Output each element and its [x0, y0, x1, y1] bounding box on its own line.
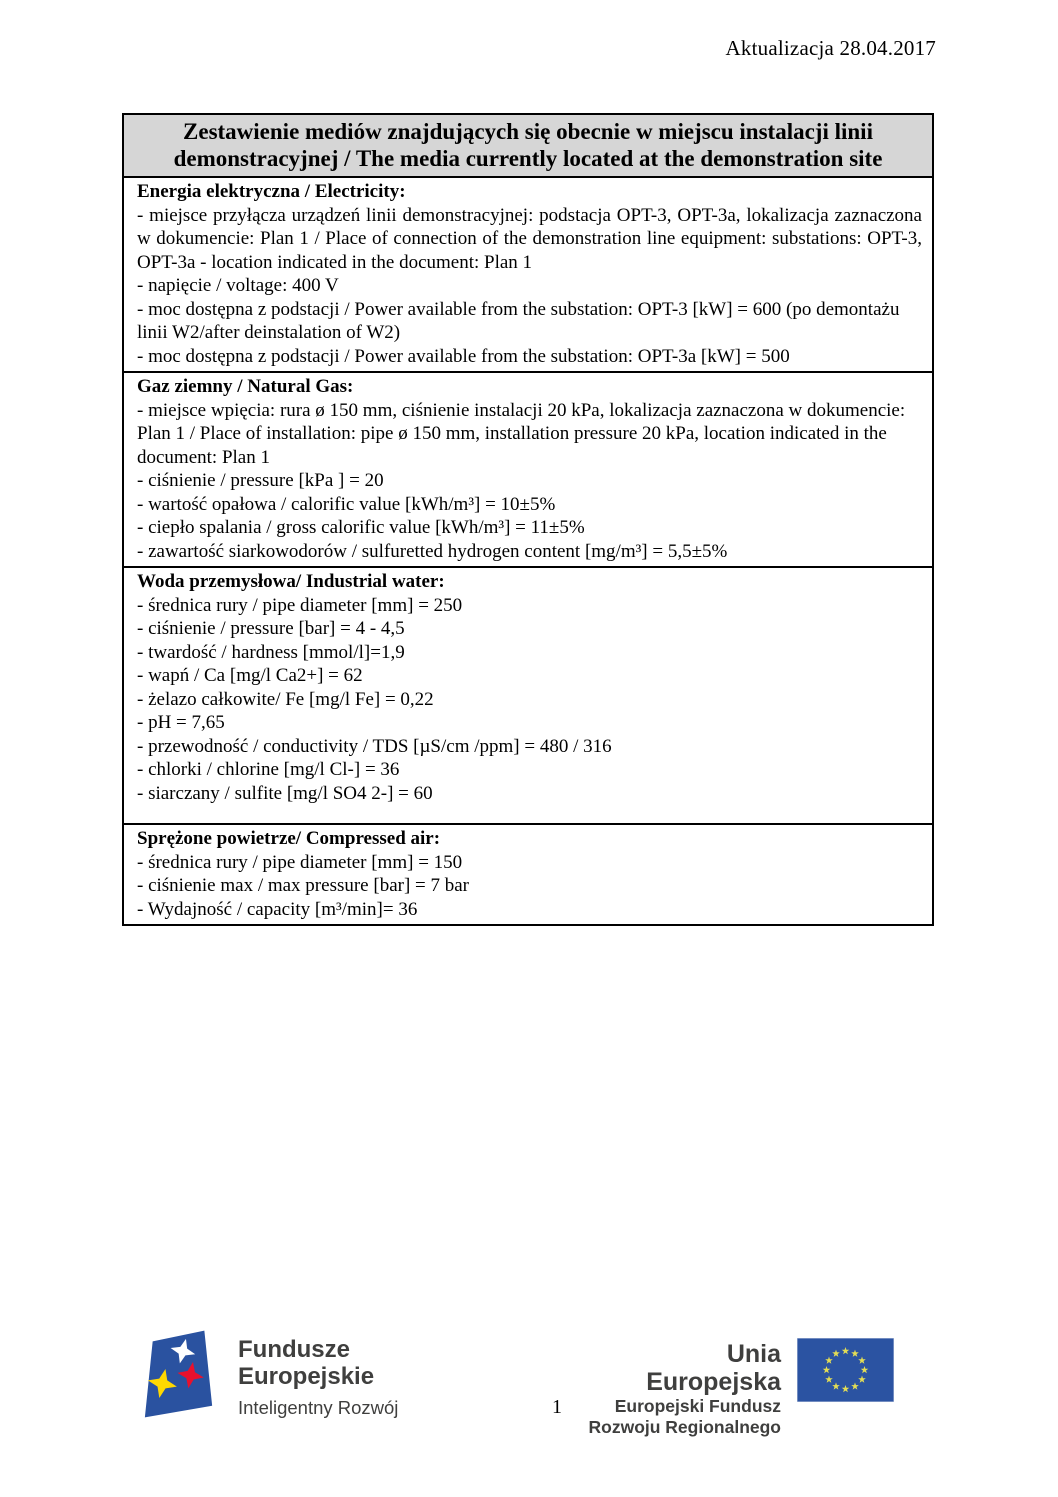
fundusze-europejskie-flag-icon [140, 1328, 218, 1423]
media-line: - miejsce wpięcia: rura ø 150 mm, ciśnienie instalacji 20 kPa, lokalizacja zaznaczona w dokumencie: Plan 1 / Place of installation: pipe ø 150 mm, installation pressure 20 kPa, location indicated in the document: Plan 1 [137, 399, 906, 468]
media-line: - moc dostępna z podstacji / Power available from the substation: OPT-3 [kW] = 600 (po demontażu linii W2/after deinstalation of W2) [137, 298, 900, 343]
media-line: - ciśnienie / pressure [kPa ] = 20 [137, 470, 384, 491]
media-section-industrial-water [124, 568, 932, 825]
fe-logo-line3: Inteligentny Rozwój [238, 1397, 399, 1418]
update-note: Aktualizacja 28.04.2017 [725, 36, 936, 60]
page-number: 1 [552, 1396, 562, 1418]
media-line: - napięcie / voltage: 400 V [137, 275, 339, 296]
media-line: - wapń / Ca [mg/l Ca2+] = 62 [137, 665, 363, 686]
unia-europejska-logo [588, 1338, 894, 1438]
eu-logo-line2: Europejski Fundusz [614, 1396, 781, 1416]
media-line: - przewodność / conductivity / TDS [µS/cm /ppm] = 480 / 316 [137, 735, 612, 757]
media-line: - średnica rury / pipe diameter [mm] = 250 [137, 594, 463, 616]
eu-logo-line1: Unia Europejska [646, 1340, 781, 1396]
media-line: - średnica rury / pipe diameter [mm] = 150 [137, 851, 463, 873]
unia-europejska-label [588, 1338, 781, 1438]
media-line: - żelazo całkowite/ Fe [mg/l Fe] = 0,22 [137, 688, 434, 710]
table-body [124, 178, 932, 924]
eu-flag-icon [797, 1338, 894, 1402]
section-title: Sprężone powietrze/ Compressed air: [137, 828, 441, 849]
media-section-natural-gas [124, 373, 932, 568]
section-title: Energia elektryczna / Electricity: [137, 181, 406, 202]
media-section-electricity [124, 178, 932, 373]
fe-logo-line2: Europejskie [238, 1363, 375, 1390]
media-line: - chlorki / chlorine [mg/l Cl-] = 36 [137, 759, 400, 780]
section-title: Gaz ziemny / Natural Gas: [137, 376, 354, 397]
media-line: - moc dostępna z podstacji / Power available from the substation: OPT-3a [kW] = 500 [137, 345, 790, 367]
media-line: - siarczany / sulfite [mg/l SO4 2-] = 60 [137, 782, 433, 804]
fundusze-europejskie-label [238, 1328, 398, 1419]
media-line: - ciepło spalania / gross calorific value [kWh/m³] = 11±5% [137, 517, 585, 538]
media-section-compressed-air [124, 825, 932, 924]
media-table [122, 113, 934, 926]
media-line: - wartość opałowa / calorific value [kWh/m³] = 10±5% [137, 493, 556, 515]
fundusze-europejskie-logo [140, 1328, 398, 1423]
media-line: - zawartość siarkowodorów / sulfuretted hydrogen content [mg/m³] = 5,5±5% [137, 540, 728, 562]
media-line: - ciśnienie max / max pressure [bar] = 7 bar [137, 875, 470, 896]
table-title: Zestawienie mediów znajdujących się obecnie w miejscu instalacji linii demonstracyjnej / The media currently located at the demonstration site [124, 115, 932, 178]
section-title: Woda przemysłowa/ Industrial water: [137, 571, 445, 592]
media-line: - miejsce przyłącza urządzeń linii demonstracyjnej: podstacja OPT-3, OPT-3a, lokalizacja zaznaczona w dokumencie: Plan 1 / Place of connection of the demonstration line equipment: substations: OPT-3, OPT-3a - location indicated in the document: Plan 1 [137, 204, 922, 273]
media-line: - twardość / hardness [mmol/l]=1,9 [137, 641, 405, 663]
fe-logo-line1: Fundusze [238, 1336, 350, 1363]
media-line: - pH = 7,65 [137, 712, 225, 733]
media-line: - ciśnienie / pressure [bar] = 4 - 4,5 [137, 618, 405, 639]
eu-logo-line3: Rozwoju Regionalnego [588, 1417, 781, 1437]
media-line: - Wydajność / capacity [m³/min]= 36 [137, 898, 418, 920]
